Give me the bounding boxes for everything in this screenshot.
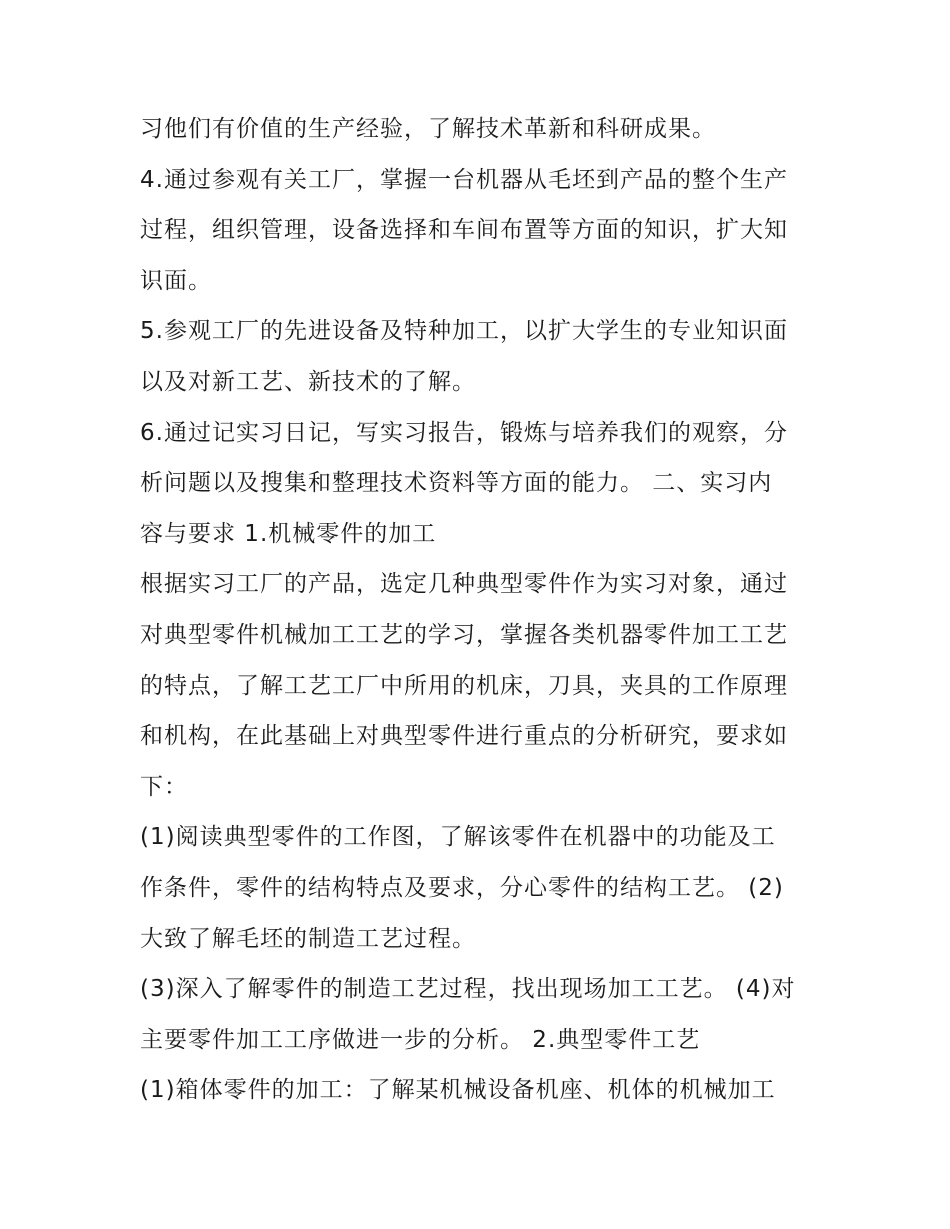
text-line: 的特点，了解工艺工厂中所用的机床，刀具，夹具的工作原理 (140, 672, 788, 699)
text-line: 5.参观工厂的先进设备及特种加工，以扩大学生的专业知识面 (140, 318, 788, 345)
text-line: 下： (140, 773, 188, 800)
text-line: 和机构，在此基础上对典型零件进行重点的分析研究，要求如 (140, 723, 788, 750)
text-line: 析问题以及搜集和整理技术资料等方面的能力。 二、实习内 (140, 470, 773, 497)
text-line: 过程，组织管理，设备选择和车间布置等方面的知识，扩大知 (140, 217, 788, 244)
text-line: 6.通过记实习日记，写实习报告，锻炼与培养我们的观察，分 (140, 419, 788, 446)
text-line: 作条件，零件的结构特点及要求，分心零件的结构工艺。 (2) (140, 874, 784, 901)
text-line: (1)箱体零件的加工：了解某机械设备机座、机体的机械加工 (140, 1077, 776, 1104)
text-line: 根据实习工厂的产品，选定几种典型零件作为实习对象，通过 (140, 571, 788, 598)
text-line: 习他们有价值的生产经验，了解技术革新和科研成果。 (140, 116, 716, 142)
text-line: (3)深入了解零件的制造工艺过程，找出现场加工工艺。 (4)对 (140, 976, 796, 1003)
text-line: 对典型零件机械加工工艺的学习，掌握各类机器零件加工工艺 (140, 621, 788, 648)
text-line: 识面。 (140, 267, 212, 294)
text-line: 以及对新工艺、新技术的了解。 (140, 368, 476, 395)
text-line: 容与要求 1.机械零件的加工 (140, 520, 437, 547)
body-text (140, 104, 830, 1116)
text-line: 大致了解毛坯的制造工艺过程。 (140, 925, 476, 952)
text-line: (1)阅读典型零件的工作图，了解该零件在机器中的功能及工 (140, 824, 776, 851)
text-line: 4.通过参观有关工厂，掌握一台机器从毛坯到产品的整个生产 (140, 166, 788, 193)
text-line: 主要零件加工工序做进一步的分析。 2.典型零件工艺 (140, 1026, 701, 1053)
